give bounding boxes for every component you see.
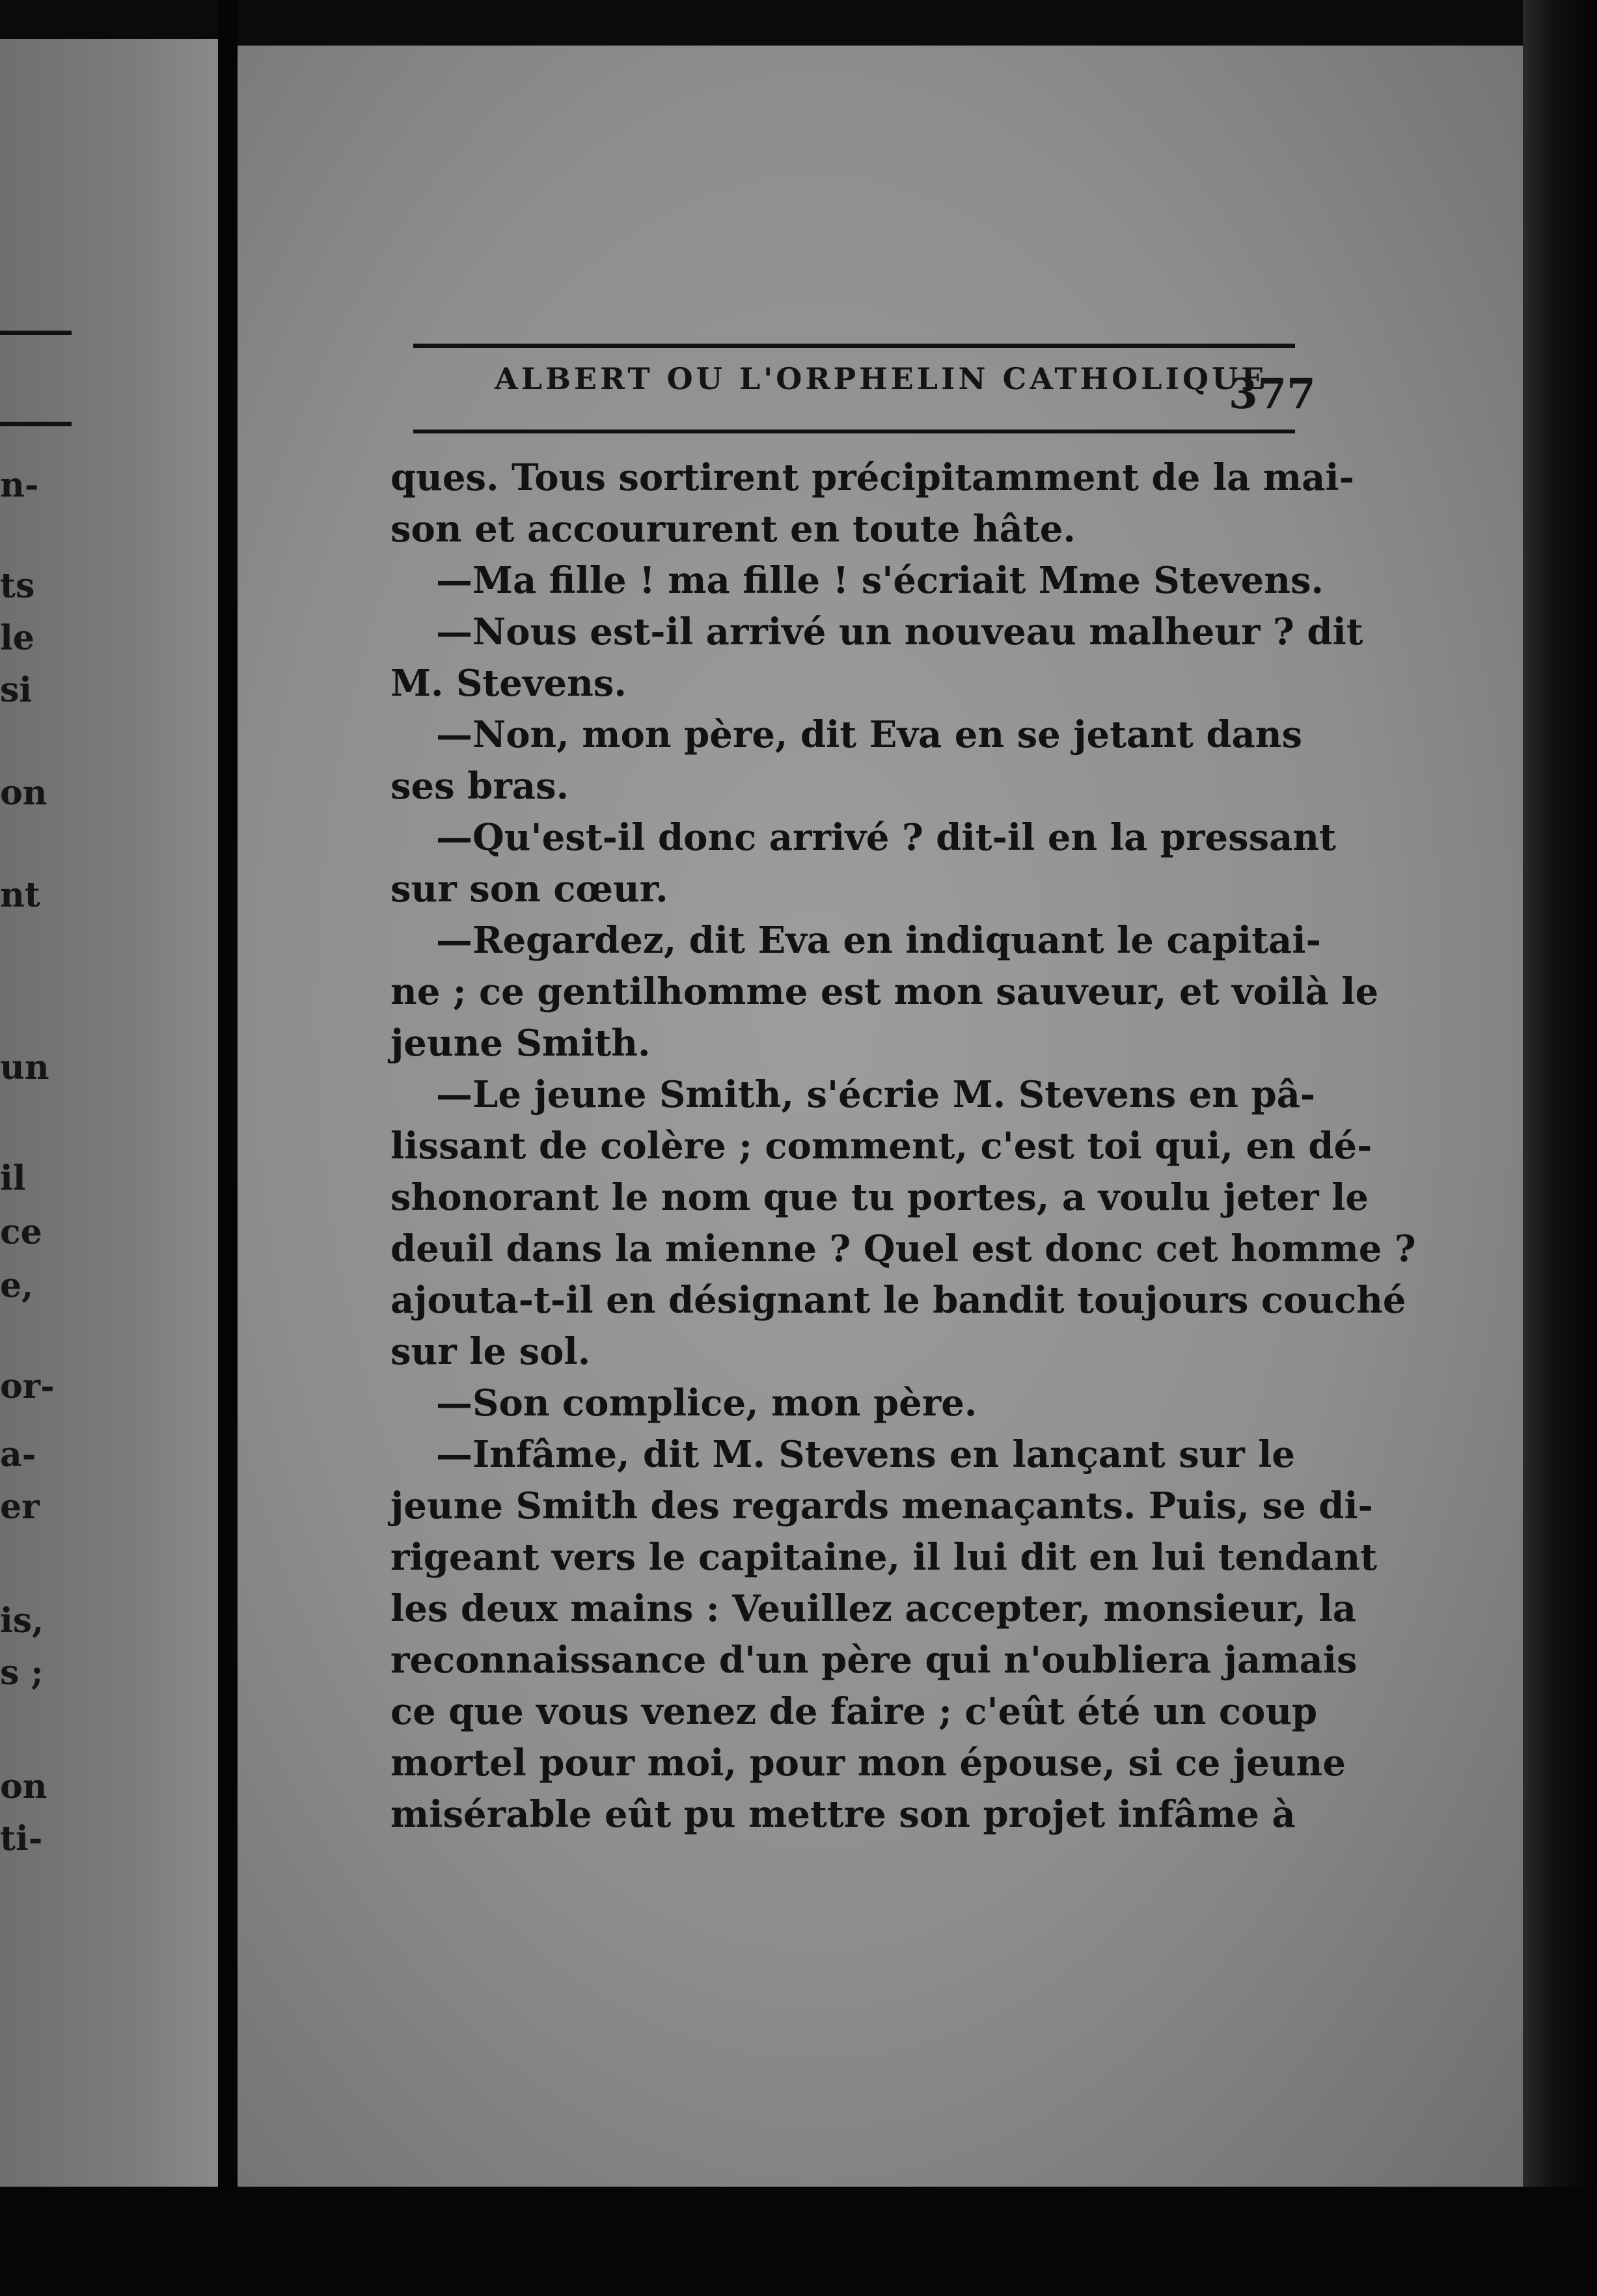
text-line: lissant de colère ; comment, c'est toi qui, en dé-: [390, 1125, 1372, 1168]
text-line: —Nous est-il arrivé un nouveau malheur ? dit: [436, 610, 1363, 653]
body-text: [390, 452, 1416, 1840]
previous-page-fragment: er: [0, 1487, 40, 1527]
previous-page-fragment: ti-: [0, 1819, 43, 1859]
text-line: ce que vous venez de faire ; c'eût été un coup: [390, 1690, 1318, 1733]
previous-page-fragment: or-: [0, 1367, 55, 1406]
previous-page-fragment: on: [0, 1767, 48, 1807]
page-number: 377: [1229, 370, 1316, 418]
text-line: shonorant le nom que tu portes, a voulu jeter le: [390, 1176, 1369, 1219]
text-line: —Infâme, dit M. Stevens en lançant sur le: [436, 1433, 1295, 1476]
previous-page-strip: [0, 39, 218, 2187]
page-edge-shadow: [1523, 0, 1597, 2296]
running-title: ALBERT OU L'ORPHELIN CATHOLIQUE: [495, 361, 1268, 396]
text-line: —Qu'est-il donc arrivé ? dit-il en la pressant: [436, 816, 1336, 859]
text-line: —Son complice, mon père.: [436, 1382, 977, 1425]
text-line: reconnaissance d'un père qui n'oubliera jamais: [390, 1639, 1358, 1682]
text-line: les deux mains : Veuillez accepter, monsieur, la: [390, 1587, 1357, 1630]
text-line: ajouta-t-il en désignant le bandit toujours couché: [390, 1279, 1406, 1322]
text-line: rigeant vers le capitaine, il lui dit en lui tendant: [390, 1536, 1378, 1579]
header-rule-bottom: [413, 430, 1295, 433]
text-line: —Non, mon père, dit Eva en se jetant dans: [436, 713, 1303, 756]
previous-page-fragment: nt: [0, 875, 40, 915]
previous-page-fragment: a-: [0, 1435, 36, 1475]
previous-page-fragment: on: [0, 773, 48, 813]
book-gutter: [218, 0, 238, 2296]
text-line: deuil dans la mienne ? Quel est donc cet homme ?: [390, 1227, 1416, 1270]
text-line: —Le jeune Smith, s'écrie M. Stevens en pâ-: [436, 1073, 1316, 1116]
previous-page-fragment: is,: [0, 1601, 44, 1641]
text-line: sur le sol.: [390, 1330, 591, 1373]
text-line: ques. Tous sortirent précipitamment de la mai-: [390, 456, 1354, 499]
previous-page-fragment: si: [0, 670, 33, 710]
previous-page-fragment: ce: [0, 1212, 42, 1252]
text-line: misérable eût pu mettre son projet infâme à: [390, 1793, 1296, 1836]
text-line: ne ; ce gentilhomme est mon sauveur, et voilà le: [390, 970, 1379, 1013]
previous-page-fragment: s ;: [0, 1653, 44, 1693]
text-line: M. Stevens.: [390, 662, 627, 705]
previous-page-rule-bottom: [0, 422, 72, 426]
previous-page-fragment: n-: [0, 465, 39, 505]
text-line: mortel pour moi, pour mon épouse, si ce jeune: [390, 1742, 1346, 1784]
text-line: —Regardez, dit Eva en indiquant le capitai-: [436, 919, 1321, 962]
text-line: —Ma fille ! ma fille ! s'écriait Mme Stevens.: [436, 559, 1324, 602]
previous-page-fragment: le: [0, 618, 34, 658]
header-rule-top: [413, 344, 1295, 348]
previous-page-fragment: ts: [0, 566, 35, 606]
previous-page-rule-top: [0, 331, 72, 335]
scan-bottom-border: [0, 2187, 1597, 2296]
text-line: ses bras.: [390, 765, 569, 808]
text-line: sur son cœur.: [390, 868, 668, 910]
text-line: son et accoururent en toute hâte.: [390, 508, 1076, 551]
previous-page-fragment: un: [0, 1048, 49, 1087]
previous-page-fragment: il: [0, 1158, 26, 1198]
text-line: jeune Smith.: [390, 1022, 651, 1065]
previous-page-fragment: e,: [0, 1266, 34, 1305]
text-line: jeune Smith des regards menaçants. Puis, se di-: [390, 1484, 1373, 1527]
